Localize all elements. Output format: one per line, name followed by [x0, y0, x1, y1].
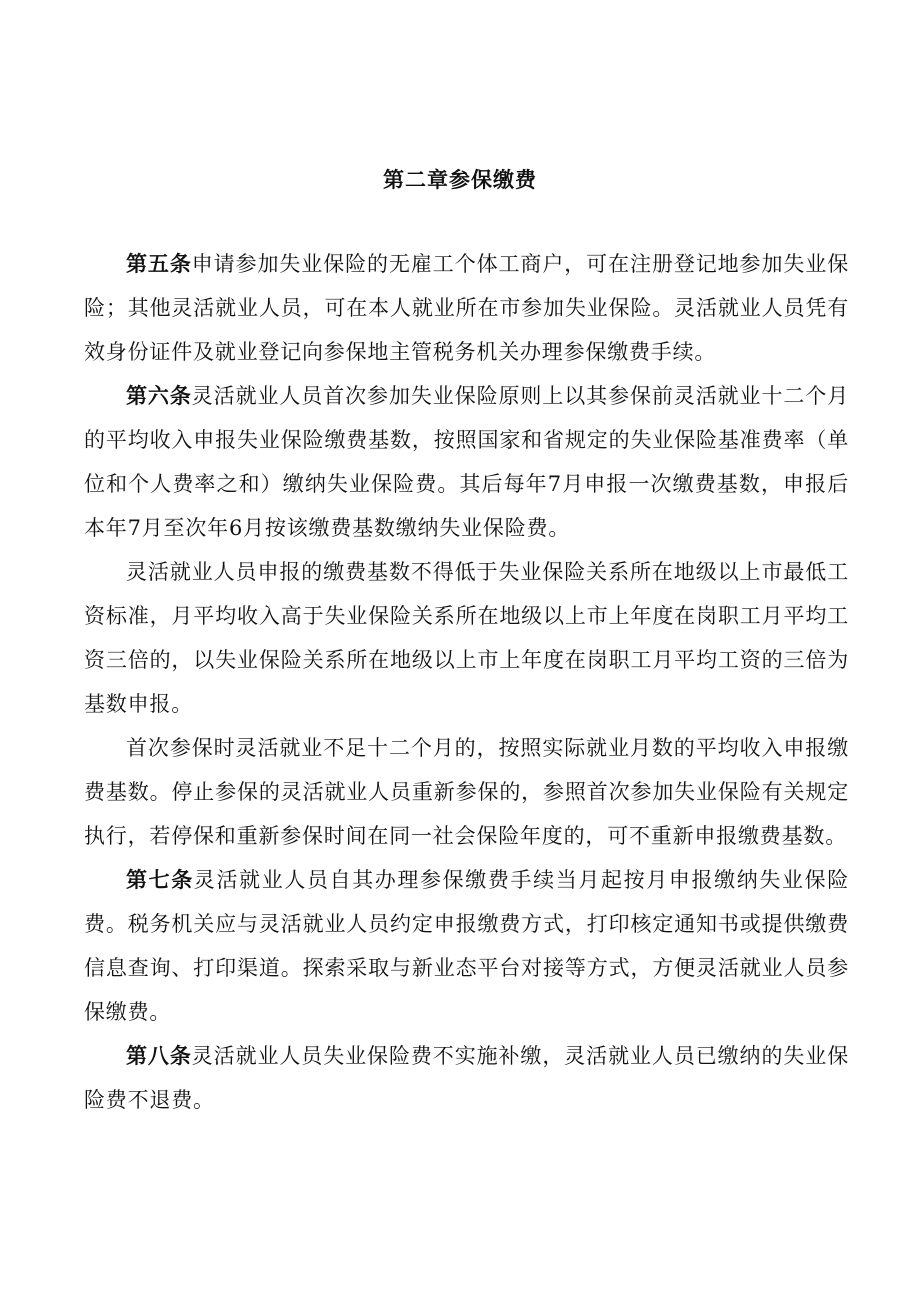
article-label: 第七条: [126, 868, 194, 892]
paragraph-text: 灵活就业人员申报的缴费基数不得低于失业保险关系所在地级以上市最低工资标准，月平均收入高于失业保险关系所在地级以上市上年度在岗职工月平均工资三倍的，以失业保险关系所在地级以上市上年度在岗职工月平均工资的三倍为基数申报。: [84, 560, 849, 716]
article-label: 第八条: [126, 1044, 192, 1068]
article-label: 第六条: [126, 384, 192, 408]
paragraph-article-5: [84, 242, 849, 374]
paragraph-article-7: [84, 858, 849, 1034]
paragraph-article-8: [84, 1034, 849, 1122]
paragraph-text: 申请参加失业保险的无雇工个体工商户，可在注册登记地参加失业保险；其他灵活就业人员，可在本人就业所在市参加失业保险。灵活就业人员凭有效身份证件及就业登记向参保地主管税务机关办理参保缴费手续。: [84, 252, 850, 364]
article-label: 第五条: [126, 252, 192, 276]
paragraph-text: 灵活就业人员首次参加失业保险原则上以其参保前灵活就业十二个月的平均收入申报失业保险缴费基数，按照国家和省规定的失业保险基准费率（单位和个人费率之和）缴纳失业保险费。其后每年7月申报一次缴费基数，申报后本年7月至次年6月按该缴费基数缴纳失业保险费。: [84, 384, 850, 540]
paragraph-article-6: [84, 374, 849, 550]
paragraph-contribution-base-limits: [84, 550, 849, 726]
chapter-title: 第二章参保缴费: [383, 168, 537, 192]
paragraph-text: 灵活就业人员失业保险费不实施补缴，灵活就业人员已缴纳的失业保险费不退费。: [84, 1044, 850, 1112]
paragraph-text: 灵活就业人员自其办理参保缴费手续当月起按月申报缴纳失业保险费。税务机关应与灵活就业人员约定申报缴费方式，打印核定通知书或提供缴费信息查询、打印渠道。探索采取与新业态平台对接等方式，方便灵活就业人员参保缴费。: [84, 868, 849, 1024]
document-body: [84, 242, 849, 1122]
paragraph-first-enrollment: [84, 726, 849, 858]
paragraph-text: 首次参保时灵活就业不足十二个月的，按照实际就业月数的平均收入申报缴费基数。停止参保的灵活就业人员重新参保的，参照首次参加失业保险有关规定执行，若停保和重新参保时间在同一社会保险年度的，可不重新申报缴费基数。: [84, 736, 849, 848]
